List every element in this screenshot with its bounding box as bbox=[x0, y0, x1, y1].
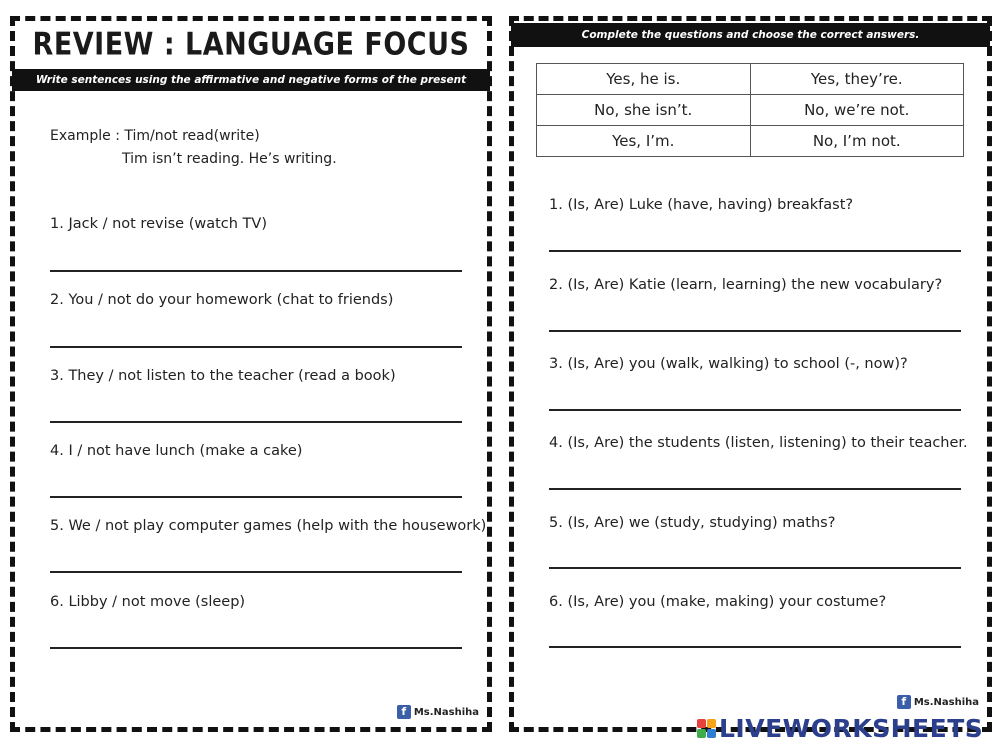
left-question-1: 1. Jack / not revise (watch TV) bbox=[50, 216, 267, 232]
answer-option[interactable]: No, I’m not. bbox=[750, 126, 964, 157]
example-block bbox=[50, 125, 337, 171]
example-answer: Tim isn’t reading. He’s writing. bbox=[122, 151, 337, 167]
right-question-5: 5. (Is, Are) we (study, studying) maths? bbox=[549, 515, 836, 531]
answer-option[interactable]: Yes, he is. bbox=[537, 64, 751, 95]
left-answer-line-6[interactable] bbox=[50, 647, 462, 649]
left-question-6: 6. Libby / not move (sleep) bbox=[50, 594, 246, 610]
table-row bbox=[537, 126, 964, 157]
answer-choices-table bbox=[536, 63, 964, 157]
left-question-5: 5. We / not play computer games (help with the housework) bbox=[50, 518, 487, 534]
worksheet-title: REVIEW : LANGUAGE FOCUS bbox=[32, 26, 470, 63]
right-question-1: 1. (Is, Are) Luke (have, having) breakfast? bbox=[549, 197, 854, 213]
answer-option[interactable]: Yes, they’re. bbox=[750, 64, 964, 95]
answer-option[interactable]: Yes, I’m. bbox=[537, 126, 751, 157]
answer-option[interactable]: No, she isn’t. bbox=[537, 95, 751, 126]
left-credit bbox=[397, 705, 479, 719]
right-answer-line-4[interactable] bbox=[549, 488, 961, 490]
right-instruction-bar: Complete the questions and choose the correct answers. bbox=[511, 23, 990, 47]
credit-name: Ms.Nashiha bbox=[413, 706, 479, 718]
example-prompt: Example : Tim/not read(write) bbox=[50, 128, 260, 144]
table-row bbox=[537, 64, 964, 95]
right-answer-line-1[interactable] bbox=[549, 250, 961, 252]
facebook-icon: f bbox=[897, 695, 911, 709]
right-question-2: 2. (Is, Are) Katie (learn, learning) the new vocabulary? bbox=[549, 277, 943, 293]
left-answer-line-2[interactable] bbox=[50, 346, 462, 348]
left-answer-line-5[interactable] bbox=[50, 571, 462, 573]
watermark-text: LIVEWORKSHEETS bbox=[719, 714, 984, 743]
facebook-icon: f bbox=[397, 705, 411, 719]
left-answer-line-3[interactable] bbox=[50, 421, 462, 423]
left-answer-line-1[interactable] bbox=[50, 270, 462, 272]
left-question-2: 2. You / not do your homework (chat to friends) bbox=[50, 292, 394, 308]
left-instruction-bar: Write sentences using the affirmative and negative forms of the present continuous. bbox=[12, 69, 490, 91]
left-worksheet-panel bbox=[10, 16, 492, 732]
right-question-4: 4. (Is, Are) the students (listen, listening) to their teacher. bbox=[549, 435, 968, 451]
left-answer-line-4[interactable] bbox=[50, 496, 462, 498]
answer-option[interactable]: No, we’re not. bbox=[750, 95, 964, 126]
left-question-3: 3. They / not listen to the teacher (read a book) bbox=[50, 368, 396, 384]
liveworksheets-watermark bbox=[697, 714, 983, 743]
left-question-4: 4. I / not have lunch (make a cake) bbox=[50, 443, 303, 459]
right-answer-line-3[interactable] bbox=[549, 409, 961, 411]
right-answer-line-5[interactable] bbox=[549, 567, 961, 569]
credit-name: Ms.Nashiha bbox=[913, 696, 979, 708]
right-question-6: 6. (Is, Are) you (make, making) your costume? bbox=[549, 594, 887, 610]
right-answer-line-2[interactable] bbox=[549, 330, 961, 332]
liveworksheets-logo-icon bbox=[697, 719, 716, 738]
table-row bbox=[537, 95, 964, 126]
right-question-3: 3. (Is, Are) you (walk, walking) to school (-, now)? bbox=[549, 356, 908, 372]
right-answer-line-6[interactable] bbox=[549, 646, 961, 648]
right-credit bbox=[897, 695, 979, 709]
right-worksheet-panel bbox=[509, 16, 992, 732]
